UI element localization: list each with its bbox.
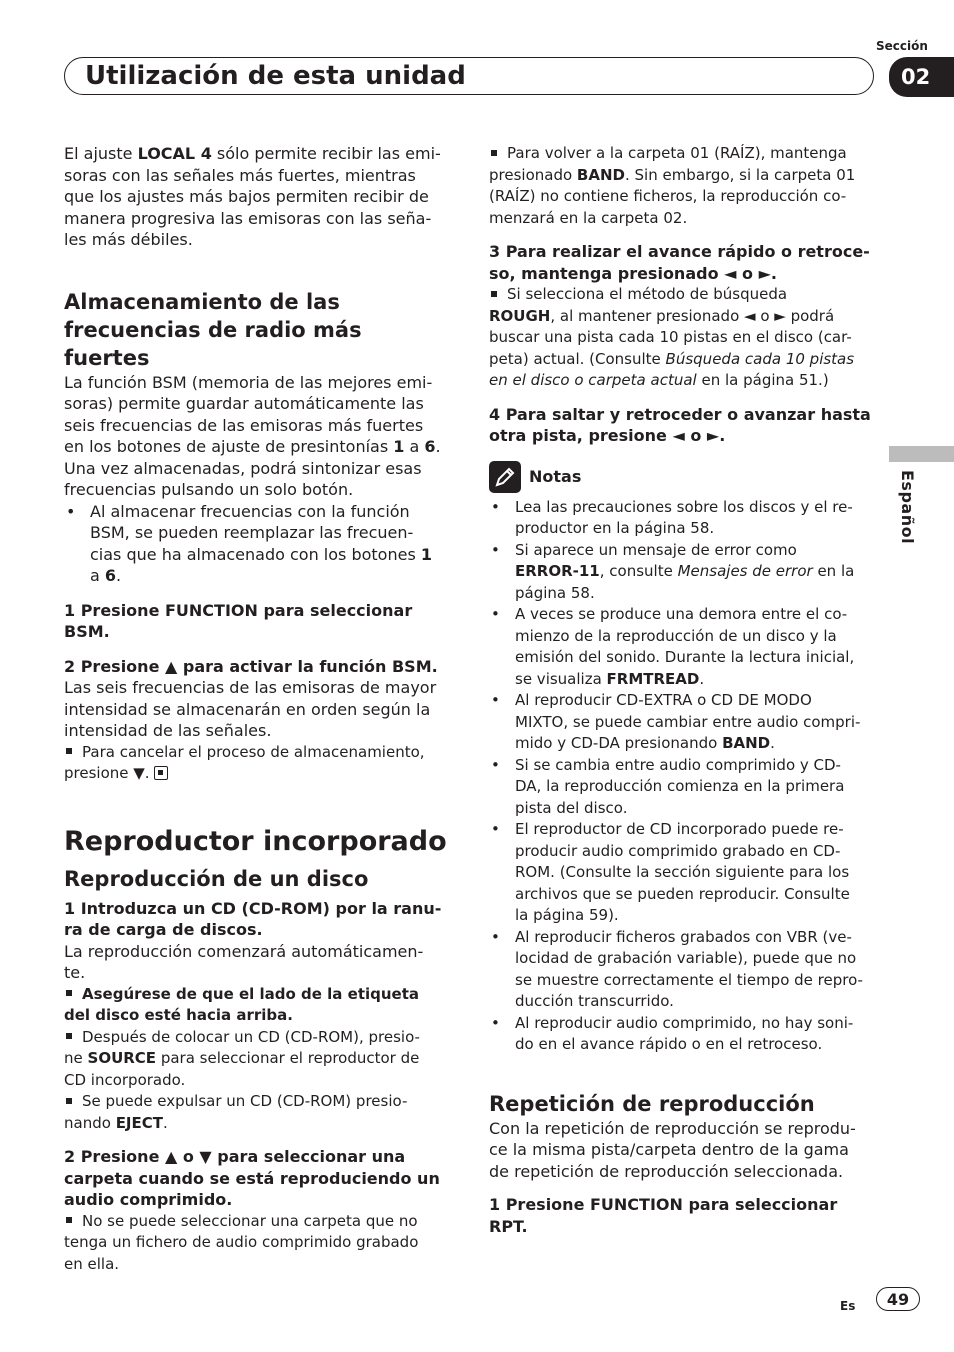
bsm-step-2-note: Para cancelar el proceso de almacenamiento, presione ▼. <box>64 742 425 782</box>
repeat-heading: Repetición de reproducción <box>489 1091 815 1116</box>
language-label: Español <box>898 470 917 545</box>
bsm-step-2-body: Las seis frecuencias de las emisoras de mayor intensidad se almacenarán en orden según la intensidad de las señales. <box>64 678 437 740</box>
left-column <box>64 143 454 1275</box>
square-bullet-icon <box>66 990 72 996</box>
page-lang-code: Es <box>840 1299 856 1313</box>
note-item: • Al reproducir CD-EXTRA o CD DE MODO MIXTO, se puede cambiar entre audio compri- mido y CD-DA presionando BAND. <box>491 691 861 752</box>
chapter-title: Utilización de esta unidad <box>64 57 874 95</box>
root-folder-note: Para volver a la carpeta 01 (RAÍZ), mantenga presionado BAND. Sin embargo, si la carpeta 01 (RAÍZ) no contiene ficheros, la reproducción co- menzará en la carpeta 02. <box>489 144 856 227</box>
repeat-body: Con la repetición de reproducción se reprodu- ce la misma pista/carpeta dentro de la gama de repetición de reproducción seleccionada. <box>489 1118 856 1181</box>
disc-step-2: 2 Presione ▲ o ▼ para seleccionar una carpeta cuando se está reproduciendo un audio comprimido. <box>64 1147 440 1209</box>
play-step-3: 3 Para realizar el avance rápido o retroce- so, mantenga presionado ◄ o ►. <box>489 242 870 283</box>
disc-note-folder: No se puede seleccionar una carpeta que no tenga un fichero de audio comprimido grabado en ella. <box>64 1211 419 1273</box>
note-item: • Al reproducir ficheros grabados con VBR (ve- locidad de grabación variable), puede que no se muestre correctamente el tiempo de repro- ducción transcurrido. <box>491 927 863 1010</box>
disc-step-1: 1 Introduzca un CD (CD-ROM) por la ranu- ra de carga de discos. <box>64 898 442 939</box>
bsm-bullet: • Al almacenar frecuencias con la función BSM, se pueden reemplazar las frecuen- cias que ha almacenado con los botones 1 a 6. <box>66 501 433 585</box>
bsm-step-2: 2 Presione ▲ para activar la función BSM. <box>64 656 438 676</box>
bsm-step-1: 1 Presione FUNCTION para seleccionar BSM. <box>64 600 413 641</box>
end-of-section-icon <box>154 766 168 780</box>
square-bullet-icon <box>66 748 72 754</box>
note-item: • Si aparece un mensaje de error como ERROR-11, consulte Mensajes de error en la página 58. <box>491 540 855 602</box>
right-column <box>489 143 879 1237</box>
note-item: • Si se cambia entre audio comprimido y CD- DA, la reproducción comienza en la primera pista del disco. <box>491 755 845 817</box>
disc-note-label-side: Asegúrese de que el lado de la etiqueta del disco esté hacia arriba. <box>64 984 420 1024</box>
note-item: • Lea las precauciones sobre los discos y el re- productor en la página 58. <box>491 497 853 537</box>
square-bullet-icon <box>491 150 497 156</box>
bsm-body: La función BSM (memoria de las mejores emi- soras) permite guardar automáticamente las seis frecuencias de las emisoras más fuertes en los botones de ajuste de presintonías 1 a 6. Una vez almacenadas, podrá sintonizar esas frecuencias pulsando un solo botón. <box>64 372 441 499</box>
bsm-heading: Almacenamiento de las frecuencias de radio más fuertes <box>64 289 362 370</box>
notes-header: Notas <box>489 461 879 493</box>
disc-heading: Reproducción de un disco <box>64 866 369 891</box>
section-heading-reproductor: Reproductor incorporado <box>64 825 447 857</box>
section-number-badge: 02 <box>889 57 954 97</box>
disc-note-source: Después de colocar un CD (CD-ROM), presio- ne SOURCE para seleccionar el reproductor de CD incorporado. <box>64 1027 420 1089</box>
repeat-step-1: 1 Presione FUNCTION para seleccionar RPT. <box>489 1195 838 1236</box>
intro-paragraph: El ajuste LOCAL 4 sólo permite recibir las emi- soras con las señales más fuertes, mientras que los ajustes más bajos permiten recibir de manera progresiva las emisoras con las seña- les más débiles. <box>64 144 441 249</box>
pencil-note-icon <box>489 461 521 493</box>
note-item: • El reproductor de CD incorporado puede re- producir audio comprimido grabado en CD- ROM. (Consulte la sección siguiente para los archivos que se pueden reproducir. Consulte la página 59). <box>491 820 850 924</box>
disc-step-1-body: La reproducción comenzará automáticamen- te. <box>64 941 424 982</box>
square-bullet-icon <box>66 1217 72 1223</box>
disc-note-eject: Se puede expulsar un CD (CD-ROM) presio- nando EJECT. <box>64 1092 408 1132</box>
play-step-4: 4 Para saltar y retroceder o avanzar hasta otra pista, presione ◄ o ►. <box>489 404 871 445</box>
square-bullet-icon <box>66 1098 72 1104</box>
note-item: • A veces se produce una demora entre el co- mienzo de la reproducción de un disco y la emisión del sonido. Durante la lectura inicial, se visualiza FRMTREAD. <box>491 605 855 688</box>
square-bullet-icon <box>66 1033 72 1039</box>
square-bullet-icon <box>491 291 497 297</box>
language-tab <box>889 446 954 462</box>
note-item: • Al reproducir audio comprimido, no hay soni- do en el avance rápido o en el retroceso. <box>491 1013 854 1053</box>
section-label: Sección <box>876 39 928 53</box>
play-step-3-note: Si selecciona el método de búsqueda ROUGH, al mantener presionado ◄ o ► podrá buscar una pista cada 10 pistas en el disco (car- peta) actual. (Consulte Búsqueda cada 10 pistas en el disco o carpeta actual en la página 51.) <box>489 285 855 389</box>
page-number: 49 <box>876 1287 920 1311</box>
